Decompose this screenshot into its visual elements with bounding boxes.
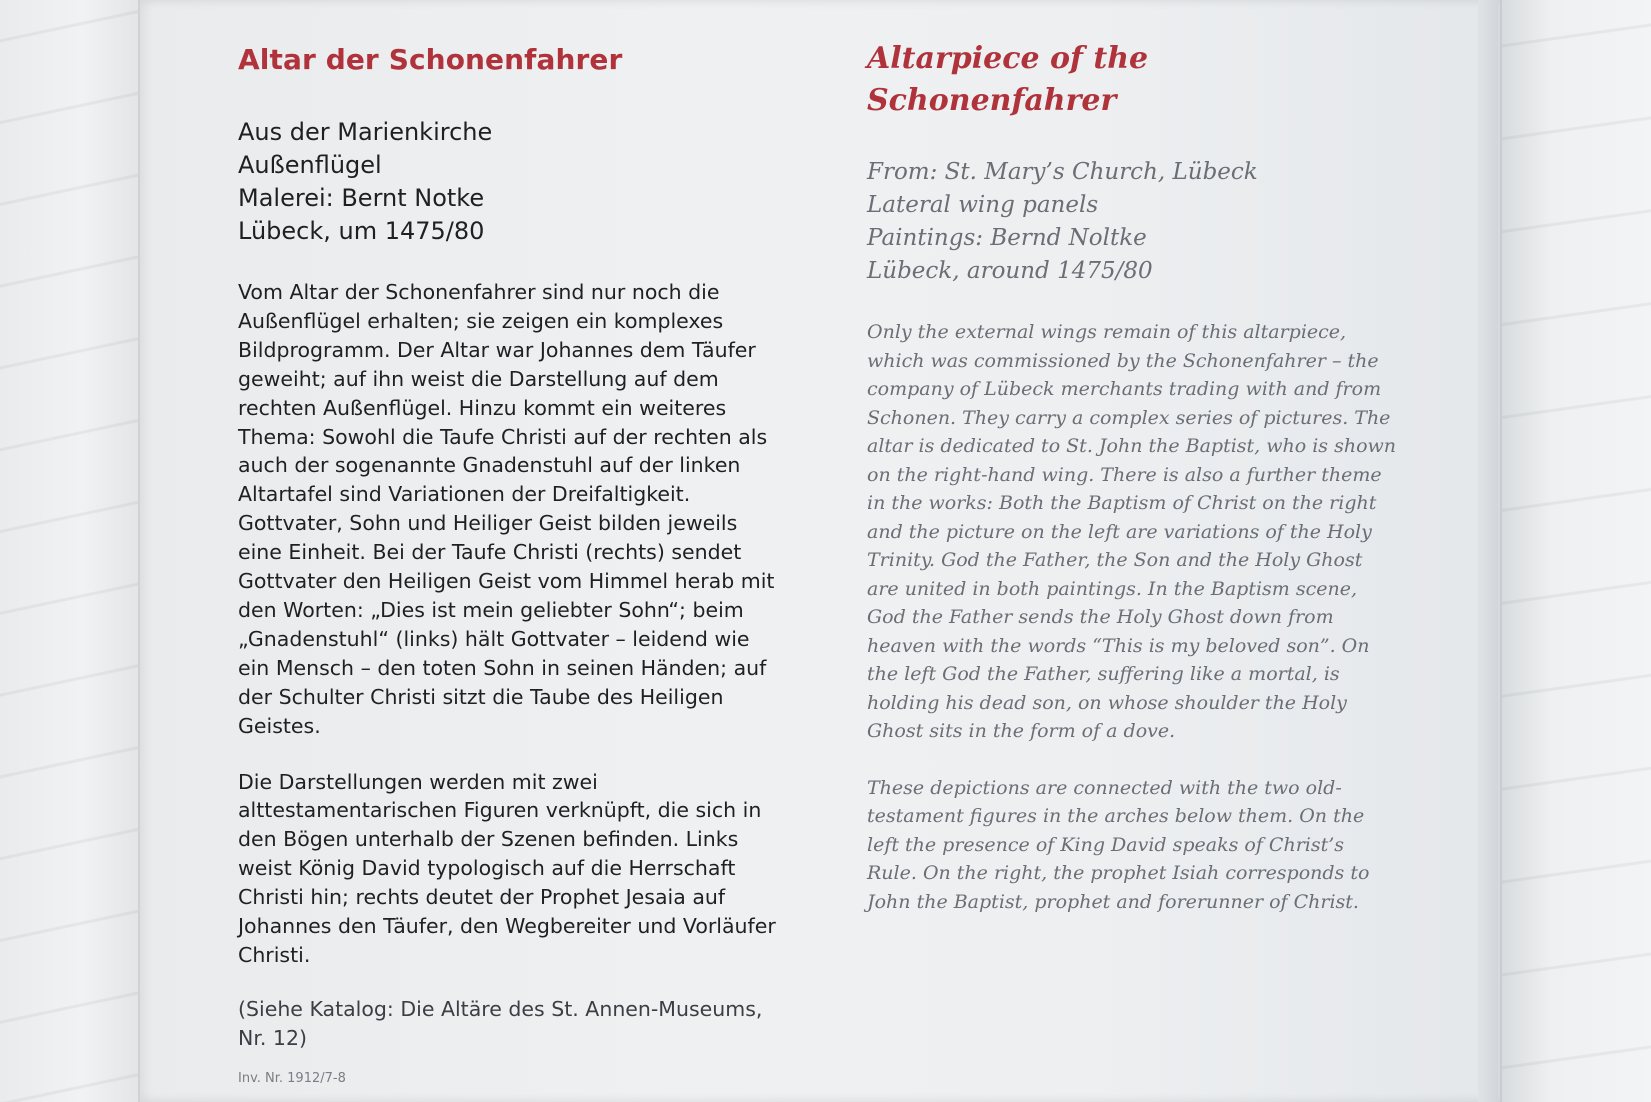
german-meta-date: Lübeck, um 1475/80 bbox=[238, 217, 485, 245]
german-catalog-reference: (Siehe Katalog: Die Altäre des St. Annen-Museums, Nr. 12) bbox=[238, 996, 763, 1050]
english-meta-painter: Paintings: Bernd Noltke bbox=[867, 225, 1147, 251]
german-column bbox=[238, 40, 778, 1086]
german-paragraph-1: Vom Altar der Schonenfahrer sind nur noch die Außenflügel erhalten; sie zeigen ein komplexes Bildprogramm. Der Altar war Johannes dem Täufer geweiht; auf ihn weist die Darstellung auf dem rechten Außenflügel. Hinzu kommt ein weiteres Thema: Sowohl die Taufe Christi auf der rechten als auch der sogenannte Gnadenstuhl auf der linken Altartafel sind Variationen der Dreifaltigkeit. Gottvater, Sohn und Heiliger Geist bilden jeweils eine Einheit. Bei der Taufe Christi (rechts) sendet Gottvater den Heiligen Geist vom Himmel herab mit den Worten: „Dies ist mein geliebter Sohn“; beim „Gnadenstuhl“ (links) hält Gottvater – leidend wie ein Mensch – den toten Sohn in seinen Händen; auf der Schulter Christi sitzt die Taube des Heiligen Geistes. bbox=[238, 280, 775, 738]
left-wall-section bbox=[0, 0, 138, 1102]
english-paragraph-1: Only the external wings remain of this altarpiece, which was commissioned by the Schonenfahrer – the company of Lübeck merchants trading with and from Schonen. They carry a complex series of pictures. The altar is dedicated to St. John the Baptist, who is shown on the right-hand wing. There is also a further theme in the works: Both the Baptism of Christ on the right and the picture on the left are variations of the Holy Trinity. God the Father, the Son and the Holy Ghost are united in both paintings. In the Baptism scene, God the Father sends the Holy Ghost down from heaven with the words “This is my beloved son”. On the left God the Father, suffering like a mortal, is holding his dead son, on whose shoulder the Holy Ghost sits in the form of a dove. bbox=[867, 321, 1397, 742]
english-meta bbox=[867, 156, 1397, 288]
german-paragraph-2: Die Darstellungen werden mit zwei alttestamentarischen Figuren verknüpft, die sich in den Bögen unterhalb der Szenen befinden. Links weist König David typologisch auf die Herrschaft Christi hin; rechts deutet der Prophet Jesaia auf Johannes den Täufer, den Wegbereiter und Vorläufer Christi. bbox=[238, 769, 776, 967]
german-meta-painter: Malerei: Bernt Notke bbox=[238, 184, 485, 212]
german-meta bbox=[238, 116, 778, 248]
german-body bbox=[238, 278, 778, 970]
english-column bbox=[867, 38, 1397, 916]
panel-edge bbox=[1478, 0, 1498, 1102]
german-title: Altar der Schonenfahrer bbox=[238, 43, 623, 76]
english-meta-part: Lateral wing panels bbox=[867, 192, 1099, 218]
english-paragraph-2: These depictions are connected with the two old-testament figures in the arches below them. On the left the presence of King David speaks of Christ’s Rule. On the right, the prophet Isiah corresponds to John the Baptist, prophet and forerunner of Christ. bbox=[867, 776, 1370, 913]
english-title: Altarpiece of the Schonenfahrer bbox=[867, 41, 1149, 118]
german-meta-part: Außenflügel bbox=[238, 151, 382, 179]
english-body bbox=[867, 318, 1397, 916]
inventory-number: Inv. Nr. 1912/7-8 bbox=[238, 1070, 346, 1086]
english-meta-origin: From: St. Mary’s Church, Lübeck bbox=[867, 159, 1258, 185]
german-meta-origin: Aus der Marienkirche bbox=[238, 118, 493, 146]
english-meta-date: Lübeck, around 1475/80 bbox=[867, 258, 1153, 284]
right-wall-section bbox=[1498, 0, 1651, 1102]
